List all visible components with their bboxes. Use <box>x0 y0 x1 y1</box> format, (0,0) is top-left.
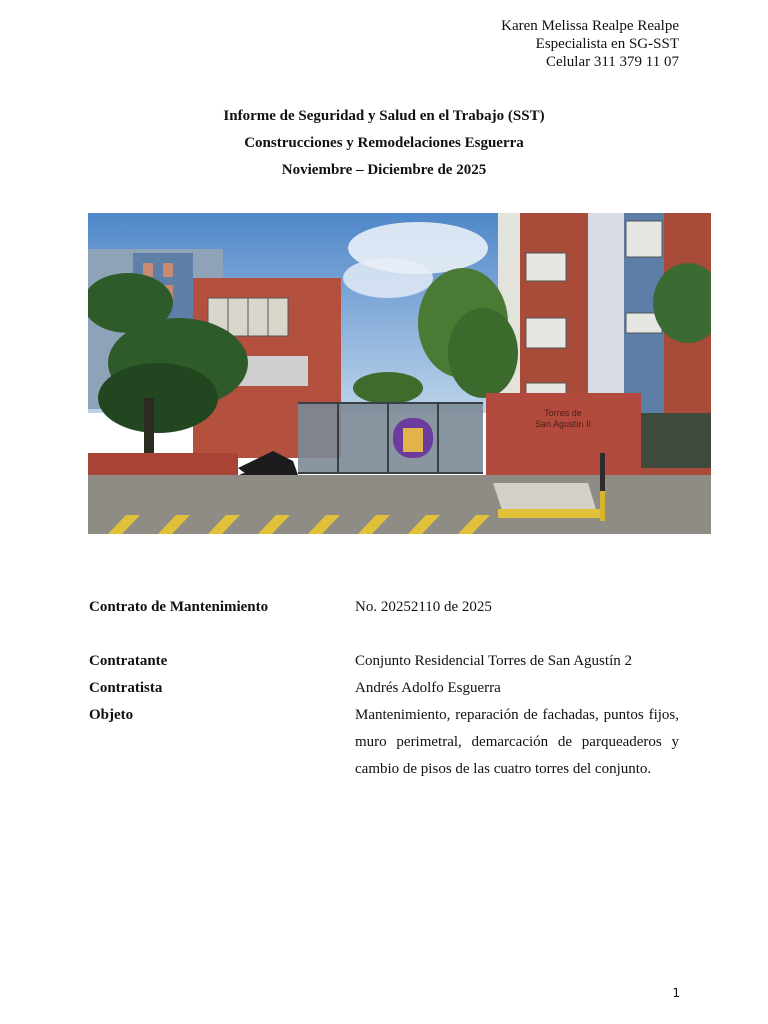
wall-sign-line2: San Agustín II <box>534 419 592 429</box>
contratante-value: Conjunto Residencial Torres de San Agustín 2 <box>355 653 632 669</box>
contratista-row <box>89 675 679 702</box>
contract-label: Contrato de Mantenimiento <box>89 599 269 615</box>
objeto-value: Mantenimiento, reparación de fachadas, puntos fijos, muro perimetral, demarcación de parqueaderos y cambio de pisos de las cuatro torres del conjunto. <box>355 707 679 777</box>
contratante-label: Contratante <box>89 653 168 669</box>
page-number: 1 <box>672 986 680 1000</box>
contract-value: No. 20252110 de 2025 <box>355 599 492 615</box>
objeto-label: Objeto <box>89 707 134 723</box>
contratista-value: Andrés Adolfo Esguerra <box>355 680 501 696</box>
contratante-row <box>89 648 679 675</box>
contratista-label: Contratista <box>89 680 163 696</box>
pavement <box>88 475 711 534</box>
report-period: Noviembre – Diciembre de 2025 <box>281 162 487 178</box>
wall-sign-line1: Torres de <box>544 408 582 418</box>
contract-info-table <box>89 594 679 783</box>
entrance-gate <box>298 403 483 473</box>
company-name: Construcciones y Remodelaciones Esguerra <box>244 135 524 151</box>
building-photo <box>88 213 711 534</box>
report-title: Informe de Seguridad y Salud en el Trabajo (SST) <box>223 108 545 124</box>
report-title-block <box>0 107 768 188</box>
perimeter-wall <box>486 393 641 478</box>
cloud <box>343 258 433 298</box>
contract-row <box>89 594 679 621</box>
author-role: Especialista en SG-SST <box>535 36 679 52</box>
author-name: Karen Melissa Realpe Realpe <box>501 18 679 34</box>
author-block <box>501 17 679 71</box>
author-phone: Celular 311 379 11 07 <box>545 54 679 70</box>
objeto-row <box>89 702 679 783</box>
